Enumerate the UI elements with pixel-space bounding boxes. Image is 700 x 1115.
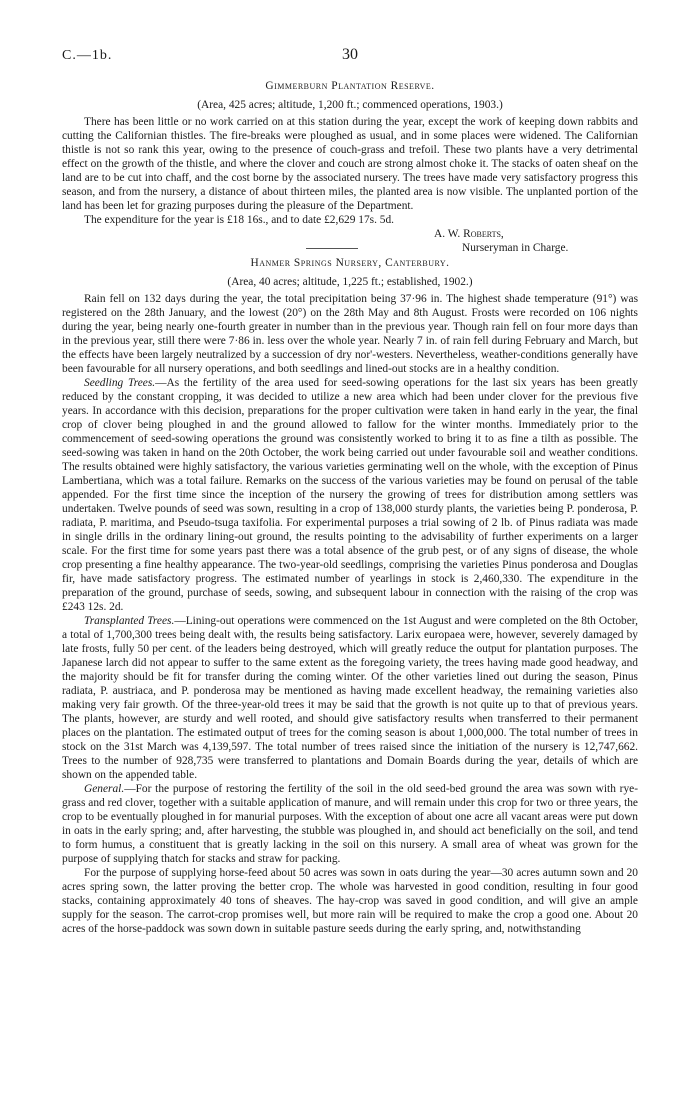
running-header xyxy=(52,46,648,66)
signature-block xyxy=(434,227,638,255)
seedling-trees-text: —As the fertility of the area used for seed-sowing operations for the last six years has been greatly reduced by the constant cropping, it was decided to utilize a new area which had been under clover for the previous five years. In accordance with this decision, preparations for the proper cultivation were taken in hand early in the year, the final crop of clover being ploughed in and the ground allowed to fallow for the winter months. Immediately prior to the commencement of seed-sowing operations the ground was consistently worked to bring it to as fine a tilth as possible. The seed-sowing was taken in hand on the 20th October, the work being carried out under favourable soil and weather conditions. The results obtained were highly satisfactory, the various varieties germinating well on the whole, with the exception of Pinus Lambertiana, which was a total failure. Remarks on the success of the various varieties may be found on perusal of the table appended. For the first time since the inception of the nursery the growing of trees for distribution among settlers was undertaken. Twelve pounds of seed was sown, resulting in a crop of 138,000 sturdy plants, the varieties being P. ponderosa, P. radiata, P. maritima, and Pseudo-tsuga taxifolia. For experimental purposes a trial sowing of 2 lb. of Pinus radiata was made in single drills in the ordinary lining-out ground, the results pointing to the advisability of further experiments on a larger scale. For the first time for some years past there was a total absence of the grub pest, or of any signs of disease, the whole crop presenting a fine healthy appearance. The two-year-old seedlings, comprising the varieties Pinus ponderosa and Douglas fir, have made satisfactory progress. The estimated number of yearlings in stock is 2,460,330. The expenditure in the preparation of the ground, purchase of seeds, sowing, and subsequent labour in connection with the raising of the crop was £243 12s. 2d. xyxy=(62,377,638,613)
transplanted-trees-text: —Lining-out operations were commenced on the 1st August and were completed on the 8th October, a total of 1,700,300 trees being dealt with, the results being satisfactory. Larix europaea were, however, severely damaged by late frosts, fully 50 per cent. of the leaders being destroyed, which will greatly reduce the output for plantation purposes. The Japanese larch did not appear to suffer to the same extent as the foregoing variety, the trees having made good headway, and the majority should be fit for transfer during the coming winter. Of the other varieties lined out during the season, Pinus radiata, P. austriaca, and P. ponderosa may be mentioned as having made excellent headway, the remaining varieties also making very fair growth. Of the three-year-old trees it may be said that the growth is not quite up to that of previous years. The plants, however, are sturdy and well rooted, and should give satisfactory results when transferred to their permanent places on the plantation. The estimated output of trees for the coming season is about 1,000,000. The total number of trees in stock on the 31st March was 4,139,597. The total number of trees raised since the initiation of the nursery is 12,747,662. Trees to the number of 928,735 were transferred to plantations and Domain Boards during the year, details of which are shown on the appended table. xyxy=(62,615,638,781)
report-reference: C.—1b. xyxy=(62,48,113,63)
page-number: 30 xyxy=(342,46,358,63)
section-title-gimmerburn: Gimmerburn Plantation Reserve. xyxy=(265,80,435,92)
section-hanmer xyxy=(62,256,638,936)
signature-role: Nurseryman in Charge. xyxy=(462,242,569,254)
paragraph-weather: Rain fell on 132 days during the year, the total precipitation being 37·96 in. The highest shade temperature (91°) was registered on the 28th January, and the lowest (20°) on the 28th May and 8th August. Frosts were recorded on 106 nights during the year, being nearly one-fourth greater in number than in the previous year. Though rain fell on four more days than in the previous year, still there were 7·86 in. less over the whole year. Nearly 7 in. of rain fell during February and March, but the effects have been largely neutralized by a succession of dry nor'-westers. Nevertheless, weather-conditions generally have been favourable for all nursery operations, and both seedlings and lined-out stocks are in a healthy condition. xyxy=(62,293,638,375)
paragraph-expenditure: The expenditure for the year is £18 16s., and to date £2,629 17s. 5d. xyxy=(84,214,395,226)
paragraph-seedling-trees xyxy=(62,376,638,614)
general-text: —For the purpose of restoring the fertility of the soil in the old seed-bed ground the area was sown with rye-grass and red clover, together with a suitable application of manure, and will remain under this crop for two or three years, the crop to be eventually ploughed in for manurial purposes. With the exception of about one acre all vacant areas were put down in oats in the early spring; and, after harvesting, the stubble was ploughed in, and should act beneficially on the soil, and tend to form humus, a constituent that is greatly lacking in the soil on this nursery. A small area of wheat was grown for the purpose of supplying thatch for stacks and straw for packing. xyxy=(62,783,638,865)
paragraph-general xyxy=(62,782,638,866)
subheading-general: General. xyxy=(84,783,125,795)
subheading-seedling-trees: Seedling Trees. xyxy=(84,377,156,389)
section-subtitle-gimmerburn: (Area, 425 acres; altitude, 1,200 ft.; commenced operations, 1903.) xyxy=(197,99,503,111)
page-body xyxy=(62,76,638,936)
section-subtitle-hanmer: (Area, 40 acres; altitude, 1,225 ft.; established, 1902.) xyxy=(227,276,473,288)
signature-name: A. W. Roberts, xyxy=(434,228,504,240)
subheading-transplanted-trees: Transplanted Trees. xyxy=(84,615,175,627)
paragraph: There has been little or no work carried on at this station during the year, except the work of keeping down rabbits and cutting the Californian thistles. The fire-breaks were ploughed as usual, and in some places were widened. The Californian thistle is not so rank this year, owing to the presence of couch-grass and trefoil. These two plants have a very detrimental effect on the growth of the thistle, and where the clover and couch are strong almost choke it. The stacks of oaten sheaf on the land are to be cut into chaff, and the cost borne by the associated nursery. The trees have made very satisfactory progress this season, and from the nursery, a distance of about thirteen miles, the planted area is now visible. The unplanted portion of the land has been let for grazing purposes during the pleasure of the Department. xyxy=(62,116,638,212)
paragraph-transplanted-trees xyxy=(62,614,638,782)
section-title-hanmer: Hanmer Springs Nursery, Canterbury. xyxy=(250,257,450,269)
section-divider xyxy=(306,248,358,249)
paragraph-horse-feed: For the purpose of supplying horse-feed about 50 acres was sown in oats during the year—30 acres autumn sown and 20 acres spring sown, the latter proving the better crop. The whole was harvested in good condition, resulting in four good stacks, containing approximately 40 tons of sheaves. The hay-crop was saved in good condition, and will give an ample supply for the season. The carrot-crop promises well, but more rain will be required to make the crop a good one. About 20 acres of the horse-paddock was sown down in suitable pasture seeds during the early spring, and, notwithstanding xyxy=(62,867,638,935)
